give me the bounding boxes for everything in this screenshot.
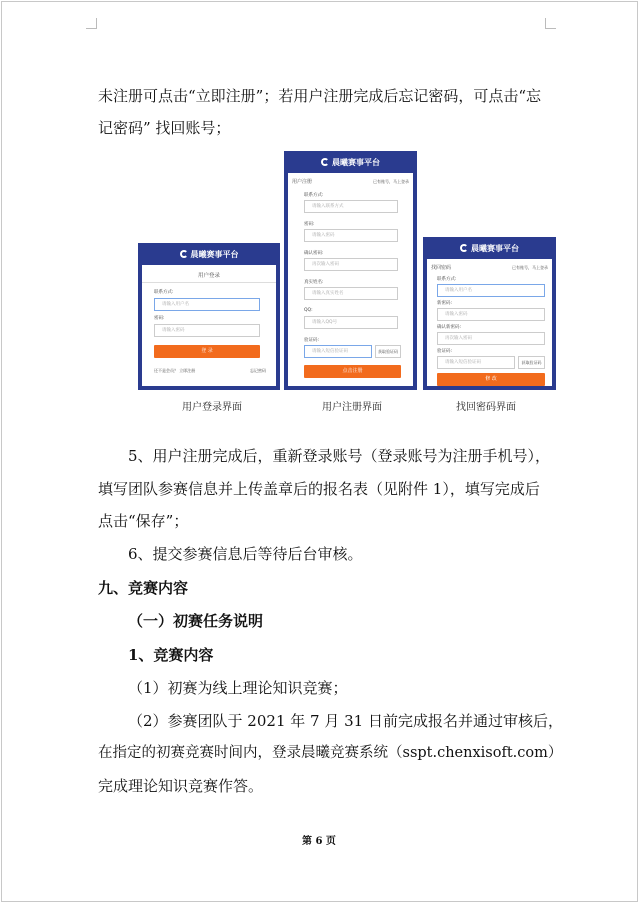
paragraph-line: （1）初赛为线上理论知识竞赛； — [128, 679, 348, 697]
paragraph-line: 未注册可点击“立即注册”；若用户注册完成后忘记密码，可点击“忘 — [98, 87, 542, 105]
paragraph-line: 5、用户注册完成后，重新登录账号（登录账号为注册手机号）， — [128, 447, 551, 465]
login-screenshot — [138, 243, 280, 390]
margin-corner-tr — [545, 18, 556, 29]
brand-name: 晨曦赛事平台 — [332, 157, 380, 167]
caption-register: 用户注册界面 — [322, 402, 382, 413]
contact-label: 联系方式: — [154, 290, 174, 295]
caption-forgot: 找回密码界面 — [456, 402, 516, 413]
get-code-button[interactable]: 获取验证码 — [375, 345, 401, 358]
field-label: 确认新密码: — [437, 325, 462, 330]
brand-logo-icon — [460, 244, 468, 252]
page-number: 第 6 页 — [302, 836, 336, 847]
paragraph-line: 在指定的初赛竞赛时间内，登录晨曦竞赛系统（sspt.chenxisoft.com） — [98, 745, 563, 761]
login-link[interactable]: 已有账号，马上登录 — [373, 179, 409, 184]
get-code-button[interactable]: 获取验证码 — [518, 356, 545, 369]
forgot-title: 找回密码 — [431, 265, 452, 271]
register-screen — [288, 173, 413, 386]
paragraph-line: （2）参赛团队于 2021 年 7 月 31 日前完成报名并通过审核后， — [128, 712, 563, 730]
login-header — [142, 243, 276, 265]
register-screenshot — [284, 151, 417, 390]
subsubsection-heading: 1、竞赛内容 — [128, 646, 214, 664]
section-heading: 九、竞赛内容 — [98, 579, 189, 597]
real-name-input[interactable]: 请输入真实姓名 — [304, 287, 398, 300]
contact-input[interactable]: 请输入用户名 — [154, 298, 260, 311]
login-title: 用户登录 — [197, 273, 220, 279]
subsection-heading: （一）初赛任务说明 — [128, 612, 264, 630]
paragraph-line: 6、提交参赛信息后等待后台审核。 — [128, 545, 363, 563]
brand-logo-icon — [180, 250, 188, 258]
paragraph-line: 填写团队参赛信息并上传盖章后的报名表（见附件 1），填写完成后 — [98, 480, 540, 498]
code-label: 验证码: — [437, 349, 453, 354]
forgot-screen — [427, 259, 552, 386]
field-label: 新密码: — [437, 301, 453, 306]
login-button[interactable]: 登 录 — [154, 345, 260, 358]
password-label: 密码: — [154, 316, 165, 321]
forgot-header — [427, 237, 552, 259]
brand-name: 晨曦赛事平台 — [471, 243, 519, 253]
password-input[interactable]: 请输入密码 — [154, 324, 260, 337]
brand-name: 晨曦赛事平台 — [190, 249, 239, 259]
confirm-password-input[interactable]: 再次输入密码 — [304, 258, 398, 271]
forgot-password-link[interactable]: 忘记密码 — [250, 368, 266, 373]
register-header — [288, 151, 413, 173]
brand-logo-icon — [321, 158, 329, 166]
confirm-password-input[interactable]: 再次输入密码 — [437, 332, 545, 345]
sms-code-input[interactable]: 请输入短信验证码 — [304, 345, 372, 358]
margin-corner-tl — [86, 18, 97, 29]
paragraph-line: 完成理论知识竞赛作答。 — [98, 777, 264, 795]
code-label: 验证码: — [304, 338, 320, 343]
login-link[interactable]: 已有账号，马上登录 — [512, 265, 548, 270]
divider — [142, 282, 276, 283]
qq-input[interactable]: 请输入QQ号 — [304, 316, 398, 329]
caption-login: 用户登录界面 — [182, 402, 242, 413]
modify-button[interactable]: 修 改 — [437, 373, 545, 386]
register-link[interactable]: 还不是会员？ 立即注册 — [154, 368, 196, 373]
field-label: 联系方式: — [304, 193, 324, 198]
sms-code-input[interactable]: 请输入短信验证码 — [437, 356, 515, 369]
field-label: 联系方式: — [437, 277, 457, 282]
forgot-screenshot — [423, 237, 556, 390]
paragraph-line: 记密码” 找回账号； — [98, 119, 231, 137]
contact-input[interactable]: 请输入用户名 — [437, 284, 545, 297]
paragraph-line: 点击“保存”； — [98, 512, 189, 530]
field-label: QQ: — [304, 308, 313, 313]
register-title: 用户注册 — [292, 179, 313, 185]
login-screen — [142, 265, 276, 386]
field-label: 密码: — [304, 222, 315, 227]
contact-input[interactable]: 请输入联系方式 — [304, 200, 398, 213]
password-input[interactable]: 请输入密码 — [304, 229, 398, 242]
field-label: 确认密码: — [304, 251, 324, 256]
register-button[interactable]: 点击注册 — [304, 365, 401, 378]
new-password-input[interactable]: 请输入密码 — [437, 308, 545, 321]
field-label: 真实姓名: — [304, 280, 324, 285]
